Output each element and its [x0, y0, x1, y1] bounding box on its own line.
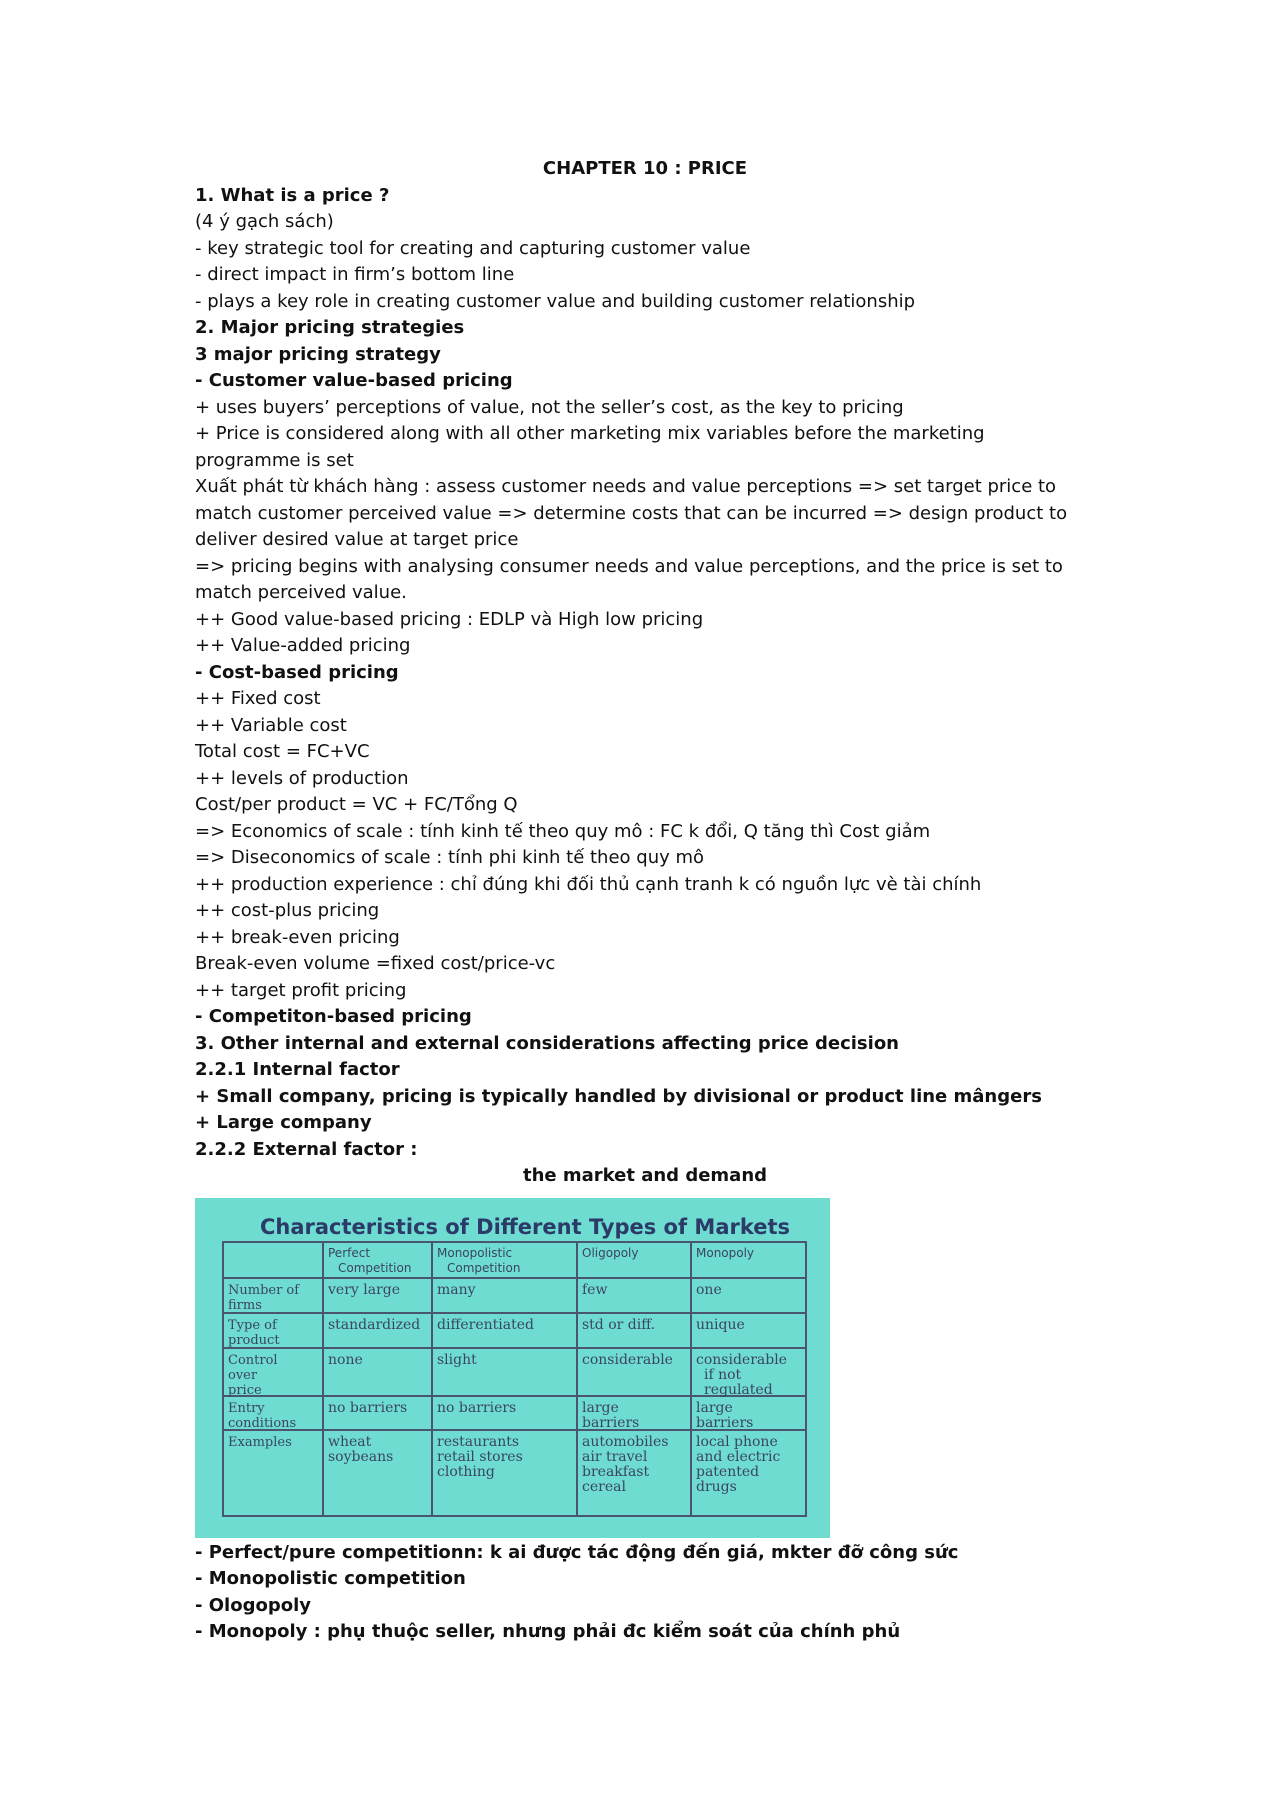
table-cell: slight: [437, 1351, 477, 1368]
text-line: (4 ý gạch sách): [195, 211, 334, 232]
table-cell: no barriers: [437, 1399, 517, 1416]
table-cell: none: [328, 1351, 363, 1368]
table-row-header: Control over price: [228, 1352, 278, 1398]
text-line: ++ target profit pricing: [195, 979, 407, 1001]
table-row-header: Examples: [228, 1434, 292, 1450]
section-subtitle: the market and demand: [522, 1165, 768, 1186]
text-line: - Ologopoly: [195, 1594, 311, 1616]
text-line: ++ break-even pricing: [195, 926, 400, 948]
text-line: => pricing begins with analysing consumer needs and value perceptions, and the price is set to match perceived value.: [195, 555, 1063, 603]
table-cell: considerable: [582, 1351, 673, 1368]
text-line: Cost/per product = VC + FC/Tổng Q: [195, 794, 518, 815]
table-cell: unique: [696, 1316, 745, 1333]
text-line: ++ Variable cost: [195, 714, 347, 736]
table-cell: automobiles air travel breakfast cereal: [582, 1433, 669, 1495]
text-line: 3. Other internal and external considerations affecting price decision: [195, 1032, 899, 1054]
table-cell: large barriers: [696, 1399, 754, 1431]
text-line: Break-even volume =fixed cost/price-vc: [195, 953, 556, 974]
text-line: ++ Fixed cost: [195, 688, 321, 709]
table-cell: one: [696, 1281, 722, 1298]
text-line: Total cost = FC+VC: [195, 741, 370, 762]
text-line: - Competiton-based pricing: [195, 1006, 472, 1027]
text-line: ++ Value-added pricing: [195, 635, 411, 656]
text-line: - Monopoly : phụ thuộc seller, nhưng phải đc kiểm soát của chính phủ: [195, 1621, 901, 1642]
table-cell: std or diff.: [582, 1316, 656, 1333]
table-cell: standardized: [328, 1316, 421, 1333]
text-line: => Diseconomics of scale : tính phi kinh tế theo quy mô: [195, 847, 705, 868]
text-line: ++ production experience : chỉ đúng khi đối thủ cạnh tranh k có nguồn lực vè tài chính: [195, 873, 982, 895]
table-row-header: Entry conditions: [228, 1400, 297, 1431]
text-line: - Cost-based pricing: [195, 661, 399, 683]
table-cell: wheat soybeans: [328, 1433, 394, 1465]
text-line: + Large company: [195, 1112, 372, 1133]
text-line: - key strategic tool for creating and capturing customer value: [195, 237, 751, 259]
market-types-table: [195, 1198, 830, 1538]
table-header-cell: Monopoly: [696, 1245, 755, 1260]
text-line: + Price is considered along with all other marketing mix variables before the marketing programme is set: [195, 423, 985, 471]
text-line: + uses buyers’ perceptions of value, not the seller’s cost, as the key to pricing: [195, 396, 904, 418]
chapter-title: CHAPTER 10 : PRICE: [542, 158, 748, 179]
market-types-table-image: [195, 1198, 830, 1538]
text-line: - direct impact in firm’s bottom line: [195, 264, 515, 285]
table-title: Characteristics of Different Types of Markets: [259, 1214, 791, 1239]
text-line: ++ levels of production: [195, 767, 409, 789]
market-notes: [195, 1540, 1095, 1646]
text-line: ++ cost-plus pricing: [195, 900, 380, 921]
table-cell: very large: [328, 1281, 401, 1298]
text-line: - Perfect/pure competitionn: k ai được tác động đến giá, mkter đỡ công sức: [195, 1541, 959, 1563]
text-line: 1. What is a price ?: [195, 184, 390, 206]
text-line: - Customer value-based pricing: [195, 370, 513, 391]
text-line: => Economics of scale : tính kinh tế theo quy mô : FC k đổi, Q tăng thì Cost giảm: [195, 820, 931, 842]
table-cell: considerable if not regulated: [696, 1351, 787, 1398]
table-cell: no barriers: [328, 1399, 408, 1416]
table-header-cell: Monopolistic Competition: [437, 1245, 521, 1275]
table-cell: few: [582, 1281, 608, 1298]
text-line: ++ Good value-based pricing : EDLP và High low pricing: [195, 608, 704, 630]
notes-body: [195, 183, 1095, 1164]
text-line: 3 major pricing strategy: [195, 343, 441, 365]
table-cell: many: [437, 1281, 476, 1298]
table-cell: differentiated: [437, 1316, 534, 1333]
document-page: [195, 156, 1095, 1646]
text-line: 2.2.2 External factor :: [195, 1138, 418, 1160]
table-cell: restaurants retail stores clothing: [437, 1433, 523, 1480]
table-header-cell: Oligopoly: [582, 1245, 639, 1260]
text-line: - Monopolistic competition: [195, 1568, 466, 1589]
text-line: 2.2.1 Internal factor: [195, 1059, 400, 1080]
text-line: - plays a key role in creating customer value and building customer relationship: [195, 290, 916, 312]
text-line: 2. Major pricing strategies: [195, 317, 465, 338]
table-row-header: Type of product: [228, 1317, 280, 1348]
text-line: Xuất phát từ khách hàng : assess customer needs and value perceptions => set target price to match customer perceived value => determine costs that can be incurred => design product to deliver desired value at target price: [195, 476, 1068, 550]
table-cell: local phone and electric patented drugs: [696, 1433, 781, 1495]
table-row-header: Number of firms: [228, 1282, 300, 1313]
table-header-cell: Perfect Competition: [328, 1245, 412, 1275]
text-line: + Small company, pricing is typically handled by divisional or product line mângers: [195, 1085, 1042, 1107]
table-cell: large barriers: [582, 1399, 640, 1431]
